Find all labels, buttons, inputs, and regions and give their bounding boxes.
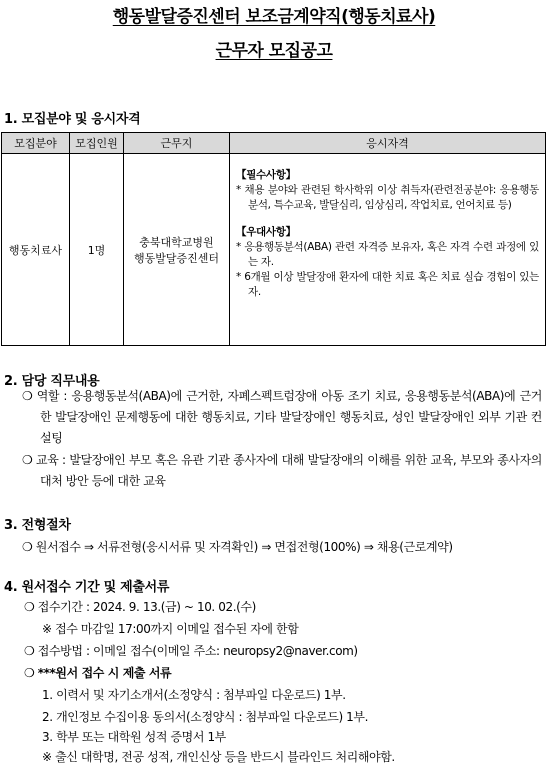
preferred-item: * 6개월 이상 발달장애 환자에 대한 치료 혹은 치료 실습 경험이 있는 자. xyxy=(236,271,539,298)
application-method: ❍ 접수방법 : 이메일 접수(이메일 주소: neuropsy2@naver.com) xyxy=(24,644,358,658)
duty-role: ❍ 역할 : 응용행동분석(ABA)에 근거한, 자폐스펙트럼장애 아동 조기 치료, 응용행동분석(ABA)에 근거한 발달장애인 문제행동에 대한 행동치료, 기타 발달장애인 행동치료, 성인 발달장애인 외부 기관 컨설팅 xyxy=(22,389,542,445)
cell-workplace xyxy=(124,154,230,346)
required-title: 【필수사항】 xyxy=(236,169,296,181)
document-item: 1. 이력서 및 자기소개서(소정양식 : 첨부파일 다운로드) 1부. xyxy=(42,688,346,702)
workplace-line2: 행동발달증진센터 xyxy=(133,251,219,265)
cell-count: 1명 xyxy=(70,154,124,346)
workplace-line1: 충북대학교병원 xyxy=(139,235,214,249)
header-field: 모집분야 xyxy=(2,133,70,154)
cell-field: 행동치료사 xyxy=(2,154,70,346)
preferred-item: * 응용행동분석(ABA) 관련 자격증 보유자, 혹은 자격 수련 과정에 있는 자. xyxy=(236,241,539,268)
table-header-row xyxy=(2,133,546,154)
section2-heading: 2. 담당 직무내용 xyxy=(4,374,100,389)
duty-education: ❍ 교육 : 발달장애인 부모 혹은 유관 기관 종사자에 대해 발달장애의 이해를 위한 교육, 부모와 종사자의 대처 방안 등에 대한 교육 xyxy=(22,453,542,488)
document-item: 3. 학부 또는 대학원 성적 증명서 1부 xyxy=(42,730,226,744)
preferred-title: 【우대사항】 xyxy=(236,226,296,238)
documents-title: ❍ ***원서 접수 시 제출 서류 xyxy=(24,666,172,680)
section3-heading: 3. 전형절차 xyxy=(4,518,71,533)
cell-qualification xyxy=(230,154,546,346)
section4-heading: 4. 원서접수 기간 및 제출서류 xyxy=(4,580,170,595)
header-count: 모집인원 xyxy=(70,133,124,154)
application-period: ❍ 접수기간 : 2024. 9. 13.(금) ~ 10. 02.(수) xyxy=(24,600,256,614)
notice-title-line1: 행동발달증진센터 보조금계약직(행동치료사) xyxy=(112,7,436,27)
blind-note: ※ 출신 대학명, 전공 성적, 개인신상 등을 반드시 블라인드 처리해야함. xyxy=(42,750,395,764)
header-qualification: 응시자격 xyxy=(230,133,546,154)
table-row xyxy=(2,154,546,346)
recruitment-table xyxy=(1,132,546,346)
section1-heading: 1. 모집분야 및 응시자격 xyxy=(4,112,141,127)
required-item: * 채용 분야와 관련된 학사학위 이상 취득자(관련전공분야: 응용행동분석, 특수교육, 발달심리, 임상심리, 작업치료, 언어치료 등) xyxy=(236,184,539,211)
notice-title-line2: 근무자 모집공고 xyxy=(215,41,333,61)
header-workplace: 근무지 xyxy=(124,133,230,154)
document-item: 2. 개인정보 수집이용 동의서(소정양식 : 첨부파일 다운로드) 1부. xyxy=(42,710,369,724)
selection-process: ❍ 원서접수 ⇒ 서류전형(응시서류 및 자격확인) ⇒ 면접전형(100%) ⇒ 채용(근로계약) xyxy=(22,540,453,554)
deadline-note: ※ 접수 마감일 17:00까지 이메일 접수된 자에 한함 xyxy=(42,622,299,636)
